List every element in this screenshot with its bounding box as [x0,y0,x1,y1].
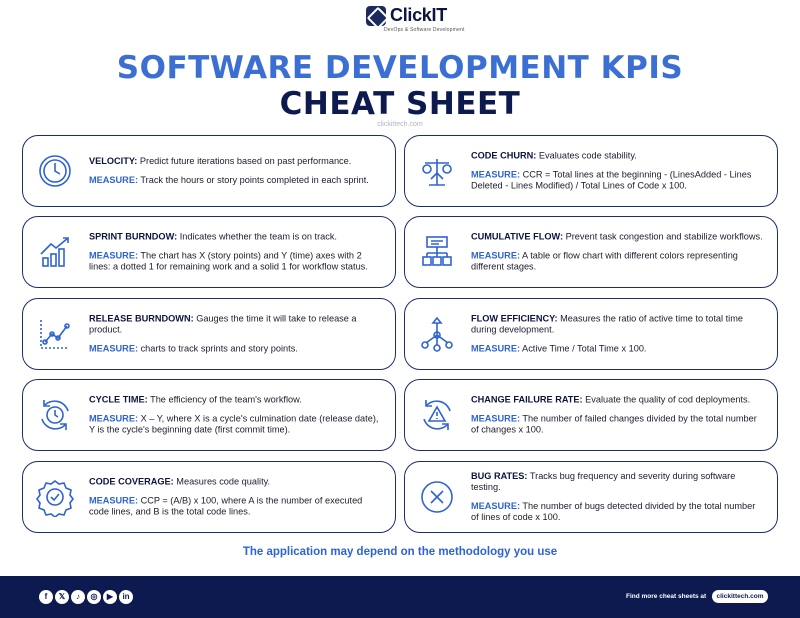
social-links [39,590,133,604]
page-title-line2: CHEAT SHEET [279,86,521,122]
growth-chart-icon [35,232,75,272]
balance-scale-icon [417,151,457,191]
kpi-description: Evaluate the quality of cod deployments. [582,394,751,405]
measure-label: MEASURE: [89,495,139,506]
kpi-description: The efficiency of the team's workflow. [147,394,302,405]
kpi-title: SPRINT BURNDOW: [89,231,178,242]
x-icon[interactable]: 𝕏 [55,590,69,604]
kpi-title: CUMULATIVE FLOW: [471,231,564,242]
facebook-icon[interactable]: f [39,590,53,604]
kpi-measure: The chart has X (story points) and Y (time) axes with 2 lines: a dotted 1 for remaining work and a solid 1 for workflow status. [89,250,368,272]
kpi-card-cycle-time [22,379,396,451]
kpi-card-bug-rates [404,461,778,533]
warning-cycle-icon [417,395,457,435]
kpi-measure: The number of failed changes divided by the total number of changes x 100. [471,413,757,435]
flowchart-icon [417,232,457,272]
measure-label: MEASURE: [89,343,139,354]
line-chart-icon [35,314,75,354]
kpi-description: Measures the ratio of active time to total time during development. [471,313,743,335]
measure-label: MEASURE: [471,169,521,180]
kpi-card-sprint-burndown [22,216,396,288]
kpi-measure: X – Y, where X is a cycle's culmination date (release date), Y is the cycle's beginning date (first commit time). [89,413,379,435]
kpi-card-flow-efficiency [404,298,778,370]
kpi-card-change-failure-rate [404,379,778,451]
kpi-card-cumulative-flow [404,216,778,288]
clickit-logo-icon [366,6,386,26]
kpi-description: Measures code quality. [173,476,271,487]
measure-label: MEASURE: [89,250,139,261]
kpi-measure: CCR = Total lines at the beginning - (LinesAdded - Lines Deleted - Lines Modified) / Total Lines of Code x 100. [471,169,752,191]
measure-label: MEASURE: [471,501,521,511]
measure-label: MEASURE: [471,413,521,424]
cycle-clock-icon [35,395,75,435]
kpi-title: RELEASE BURNDOWN: [89,313,194,324]
tiktok-icon[interactable]: ♪ [71,590,85,604]
methodology-note: The application may depend on the methodology you use [242,546,558,558]
site-url: clickittech.com [377,121,423,128]
clock-icon [35,151,75,191]
brand-name: ClickIT [390,5,447,25]
brand-tagline: DevOps & Software Development [384,27,465,33]
measure-label: MEASURE: [471,250,521,261]
kpi-description: Predict future iterations based on past performance. [137,156,352,166]
footer-find-text: Find more cheat sheets at [626,593,707,600]
kpi-measure: A table or flow chart with different colors representing different stages. [471,250,738,272]
kpi-title: BUG RATES: [471,471,528,481]
footer-site-link[interactable]: clickittech.com [712,590,768,603]
network-arrow-icon [417,314,457,354]
kpi-description: Indicates whether the team is on track. [177,231,337,242]
brand-logo [0,5,800,45]
kpi-title: CYCLE TIME: [89,394,148,405]
kpi-measure: Active Time / Total Time x 100. [520,343,647,354]
kpi-card-code-coverage [22,461,396,533]
kpi-measure: charts to track sprints and story points. [138,343,298,354]
x-circle-icon [417,477,457,517]
measure-label: MEASURE: [89,413,139,424]
kpi-card-release-burndown [22,298,396,370]
kpi-description: Prevent task congestion and stabilize workflows. [563,231,763,242]
kpi-title: CODE COVERAGE: [89,476,174,487]
kpi-measure: The number of bugs detected divided by the total number of lines of code x 100. [471,501,756,522]
instagram-icon[interactable]: ◎ [87,590,101,604]
linkedin-icon[interactable]: in [119,590,133,604]
footer-bar [0,576,800,618]
kpi-description: Gauges the time it will take to release a product. [89,313,357,335]
kpi-title: FLOW EFFICIENCY: [471,313,558,324]
kpi-measure: CCP = (A/B) x 100, where A is the number of executed code lines, and B is the total code lines. [89,495,363,517]
kpi-card-velocity [22,135,396,207]
measure-label: MEASURE: [89,175,139,185]
page-title-line1: SOFTWARE DEVELOPMENT KPIS [116,50,684,86]
kpi-measure: Track the hours or story points completed in each sprint. [138,175,369,185]
kpi-title: VELOCITY: [89,156,138,166]
kpi-title: CODE CHURN: [471,150,537,161]
kpi-title: CHANGE FAILURE RATE: [471,394,583,405]
kpi-description: Tracks bug frequency and severity during software testing. [471,471,736,492]
measure-label: MEASURE: [471,343,521,354]
youtube-icon[interactable]: ▶ [103,590,117,604]
check-badge-icon [35,477,75,517]
kpi-description: Evaluates code stability. [536,150,637,161]
kpi-card-code-churn [404,135,778,207]
